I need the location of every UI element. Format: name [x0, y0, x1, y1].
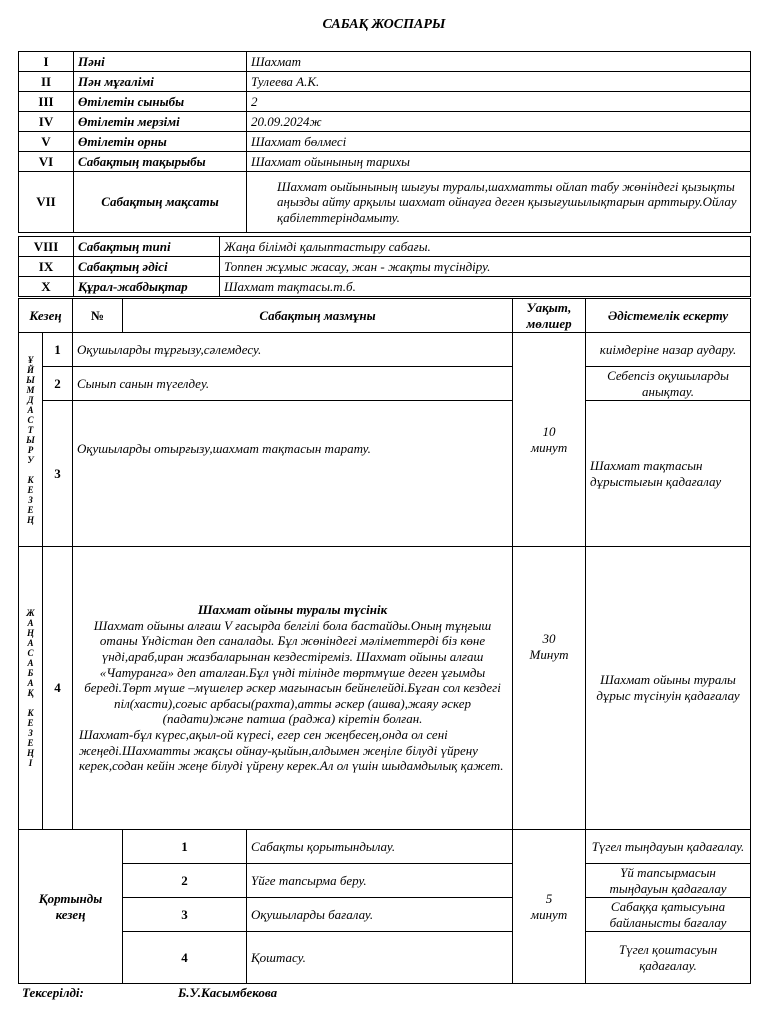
stage-letter: [19, 465, 42, 475]
lesson-table: [18, 298, 751, 830]
info-label: Сабақтың типі: [74, 237, 220, 257]
row-num: 2: [43, 367, 73, 401]
info-label: Пәні: [74, 52, 247, 72]
final-row-4: [19, 932, 751, 984]
stage-letter: А: [27, 618, 34, 628]
org-row-3: [19, 401, 751, 547]
info-value: 20.09.2024ж: [247, 112, 751, 132]
final-time: 5 минут: [513, 830, 586, 984]
page-title: САБАҚ ЖОСПАРЫ: [322, 17, 446, 32]
info-num: VIII: [19, 237, 74, 257]
info-label: Құрал-жабдықтар: [74, 277, 220, 297]
info-value: Шахмат: [247, 52, 751, 72]
footer-label: Тексерілді:: [22, 985, 84, 1000]
stage-letter: Й: [26, 364, 34, 375]
stage-letter: Е: [27, 718, 34, 728]
stage-letter: Ұ: [27, 354, 34, 365]
info-row: [19, 277, 751, 297]
new-time: 30 Минут: [513, 547, 586, 830]
row-content: Сынып санын түгелдеу.: [73, 367, 513, 401]
info-value: Шахмат бөлмесі: [247, 132, 751, 152]
info-num: II: [19, 72, 74, 92]
info-value: Жаңа білімді қалыптастыру сабағы.: [220, 237, 751, 257]
row-content: Сабақты қорытындылау.: [247, 830, 513, 864]
org-time: 10 минут: [513, 333, 586, 547]
info-label: Өтілетін мерзімі: [74, 112, 247, 132]
info-row: [19, 132, 751, 152]
row-num: 2: [123, 864, 247, 898]
row-content: Үйге тапсырма беру.: [247, 864, 513, 898]
info-row: [19, 52, 751, 72]
stage-letter: Ң: [26, 628, 34, 638]
final-row-1: [19, 830, 751, 864]
stage-letter: А: [27, 678, 34, 688]
stage-letter: Т: [27, 424, 34, 435]
stage-letter: Е: [27, 504, 34, 515]
row-num: 4: [123, 932, 247, 984]
row-note: Үй тапсырмасын тыңдауын қадағалау: [586, 864, 751, 898]
header-num: №: [73, 299, 123, 333]
row-num: 1: [43, 333, 73, 367]
new-body-2: Шахмат-бұл күрес,ақыл-ой күресі, егер сен жеңбесең,онда ол сені жеңеді.Шахматты жақсы ойнау-қыйын,алдымен жеңіле білуді үйрену керек,содан кейін жеңе білуді үйрену керек.Ал ол үшін шыдамдылық қажет.: [79, 726, 504, 774]
stage-letter: А: [27, 658, 34, 668]
row-num: 3: [123, 898, 247, 932]
footer: [22, 985, 278, 1001]
stage-letter: А: [27, 404, 34, 415]
header-content: Сабақтың мазмұны: [123, 299, 513, 333]
new-heading: Шахмат ойыны туралы түсінік: [197, 602, 388, 618]
stage-letter: А: [27, 638, 34, 648]
row-note: Шахмат тақтасын дұрыстығын қадағалау: [586, 401, 751, 547]
new-stage-label: [19, 547, 43, 830]
stage-letter: С: [27, 414, 34, 425]
stage-letter: Е: [27, 738, 34, 748]
info-num: IV: [19, 112, 74, 132]
info-num: VI: [19, 152, 74, 172]
info-table: [18, 51, 751, 233]
info-num: V: [19, 132, 74, 152]
row-note: Себепсіз оқушыларды анықтау.: [586, 367, 751, 401]
footer-name: Б.У.Касымбекова: [178, 985, 278, 1000]
info-num: X: [19, 277, 74, 297]
info-value: Топпен жұмыс жасау, жан - жақты түсіндіру.: [220, 257, 751, 277]
org-stage-label: [19, 333, 43, 547]
stage-letter: Ң: [26, 514, 34, 525]
info-row: [19, 237, 751, 257]
info-row: [19, 112, 751, 132]
stage-letter: С: [27, 648, 34, 658]
row-content: Оқушыларды отырғызу,шахмат тақтасын тарату.: [73, 401, 513, 547]
new-body: Шахмат ойыны алғаш V ғасырда белгілі бола бастайды.Оның тұңғыш отаны Үндістан деп саналады. Бұл жөніндегі мәліметтерді біз көне үнді,араб,иран жазбаларынан кездестіреміз. Шахмат ойыны алғаш «Чатуранга» деп аталған.Бұл үнді тілінде төртмүше деген ұғымды береді.Төрт мүше –мүшелер әскер мағынасын бейнелейді.Бұған сол кездегі піл(хасти),соғыс арбасы(рахта),атты әскер (ашва),жаяу әскер (падати)және патша (раджа) кіретін болған.: [84, 617, 501, 727]
info-label: Сабақтың мақсаты: [74, 172, 247, 233]
final-stage-label: Қортынды кезең: [19, 830, 123, 984]
row-note: Түгел қоштасуын қадағалау.: [586, 932, 751, 984]
stage-letter: Қ: [27, 688, 34, 698]
new-content: [73, 547, 513, 830]
header-stage: Кезең: [19, 299, 73, 333]
info-num: IX: [19, 257, 74, 277]
row-content: Оқушыларды бағалау.: [247, 898, 513, 932]
row-note: Түгел тыңдауын қадағалау.: [586, 830, 751, 864]
stage-letter: Д: [27, 394, 34, 405]
final-row-3: [19, 898, 751, 932]
info-value: Тулеева А.К.: [247, 72, 751, 92]
row-content: Қоштасу.: [247, 932, 513, 984]
stage-letter: Ы: [26, 374, 35, 385]
info-value: Шахмат оыйынының шығуы туралы,шахматты ойлап табу жөніндегі қызықты аңызды айту арқылы шахмат ойнауға деген қызығушылықтарын арттыру.Ойлау қабілеттеріндамыту.: [247, 172, 751, 233]
new-note: Шахмат ойыны туралы дұрыс түсінуін қадағалау: [586, 547, 751, 830]
stage-letter: І: [28, 758, 33, 768]
header-row: [19, 299, 751, 333]
row-num: 1: [123, 830, 247, 864]
info-label: Сабақтың әдісі: [74, 257, 220, 277]
header-time: Уақыт, мөлшер: [513, 299, 586, 333]
info-row: [19, 92, 751, 112]
info-num: III: [19, 92, 74, 112]
stage-letter: К: [27, 474, 34, 485]
org-row-1: [19, 333, 751, 367]
stage-letter: З: [28, 728, 33, 738]
info-row: [19, 152, 751, 172]
info-value: Шахмат ойынының тарихы: [247, 152, 751, 172]
row-note: киімдеріне назар аудару.: [586, 333, 751, 367]
info-row: [19, 72, 751, 92]
row-content: Оқушыларды тұрғызу,сәлемдесу.: [73, 333, 513, 367]
info-num: VII: [19, 172, 74, 233]
info-value: 2: [247, 92, 751, 112]
stage-letter: [19, 698, 42, 708]
stage-letter: Е: [27, 484, 34, 495]
org-row-2: [19, 367, 751, 401]
row-num: 3: [43, 401, 73, 547]
final-table: [18, 829, 751, 984]
info-table-extra: [18, 236, 751, 297]
info-label: Өтілетін орны: [74, 132, 247, 152]
stage-letter: К: [27, 708, 34, 718]
final-row-2: [19, 864, 751, 898]
info-value: Шахмат тақтасы.т.б.: [220, 277, 751, 297]
header-notes: Әдістемелік ескерту: [586, 299, 751, 333]
info-label: Сабақтың тақырыбы: [74, 152, 247, 172]
stage-letter: У: [27, 454, 34, 465]
info-num: I: [19, 52, 74, 72]
new-row: [19, 547, 751, 830]
stage-letter: Р: [27, 444, 34, 455]
info-row: [19, 257, 751, 277]
row-num: 4: [43, 547, 73, 830]
stage-letter: Ң: [26, 748, 34, 758]
stage-letter: М: [26, 384, 35, 395]
stage-letter: Ы: [26, 434, 35, 445]
info-row: [19, 172, 751, 233]
stage-letter: Б: [27, 668, 34, 678]
info-label: Өтілетін сыныбы: [74, 92, 247, 112]
stage-letter: З: [28, 494, 33, 505]
stage-letter: Ж: [26, 608, 35, 618]
row-note: Сабаққа қатысуына байланысты бағалау: [586, 898, 751, 932]
info-label: Пән мұғалімі: [74, 72, 247, 92]
